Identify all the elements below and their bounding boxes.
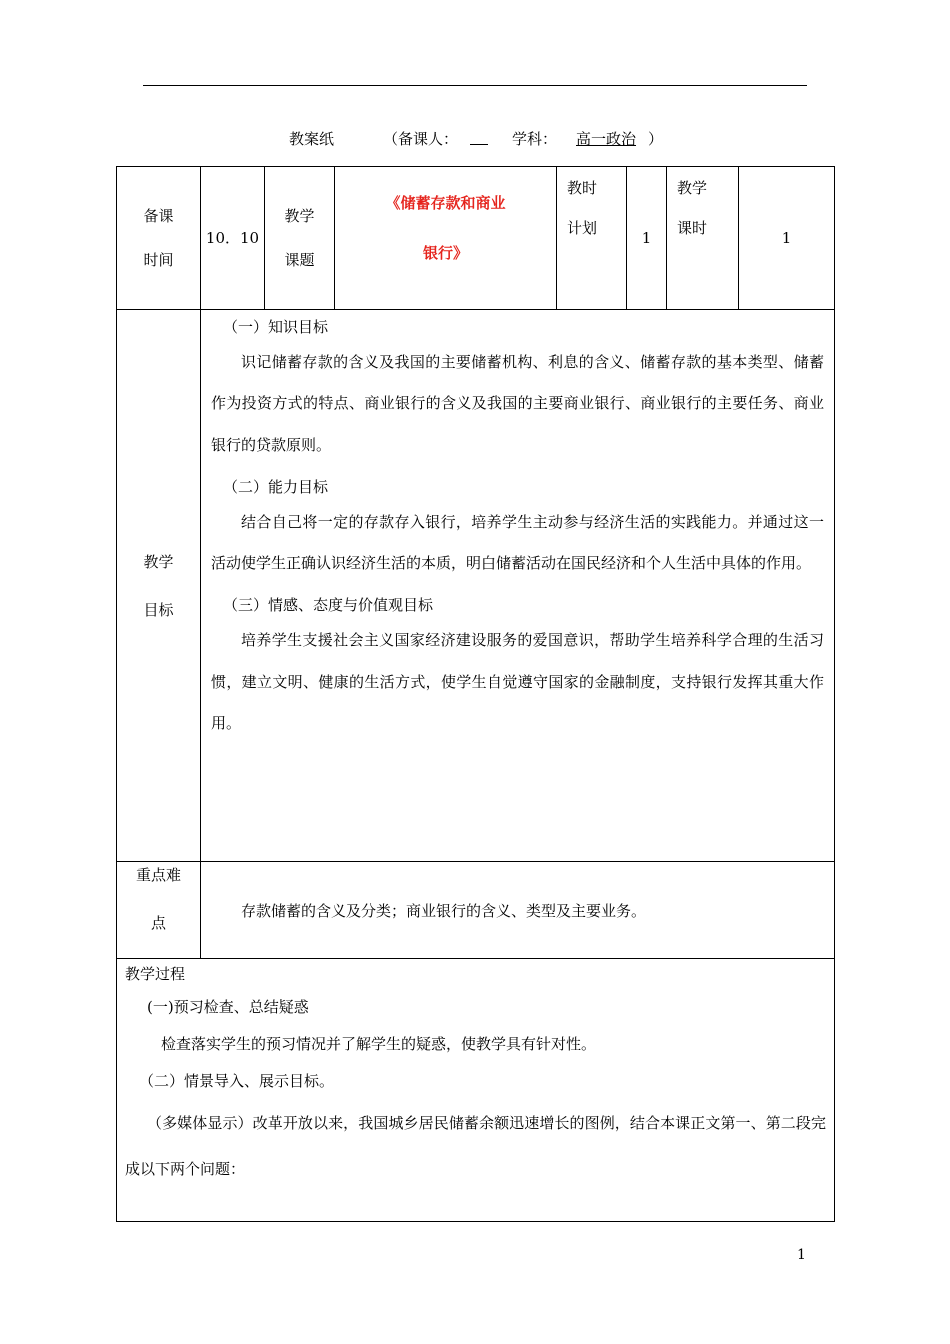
document-header [0, 128, 950, 148]
key-points-label-1: 重点难 [135, 866, 181, 884]
header-rule [143, 85, 807, 86]
process-content [117, 959, 835, 1222]
subject-label: 学科： [512, 130, 558, 148]
date-value: 10．10 [201, 167, 265, 310]
step2-text: （多媒体显示）改革开放以来，我国城乡居民储蓄余额迅速增长的图例，结合本课正文第一、第二段完成以下两个问题： [125, 1114, 826, 1178]
key-points-row [117, 862, 835, 959]
topic-label-2: 课题 [284, 251, 315, 269]
plan-label-1: 教时 [567, 179, 598, 197]
doc-type: 教案纸 [289, 130, 335, 148]
hours-label-2: 课时 [677, 219, 708, 237]
key-points-label-2: 点 [150, 914, 166, 932]
process-title: 教学过程 [125, 965, 186, 983]
objectives-row [117, 310, 835, 862]
lesson-plan-table [116, 166, 835, 1222]
knowledge-text: 识记储蓄存款的含义及我国的主要储蓄机构、利息的含义、储蓄存款的基本类型、储蓄作为投资方式的特点、商业银行的含义及我国的主要商业银行、商业银行的主要任务、商业银行的贷款原则。 [211, 353, 824, 454]
page-number: 1 [797, 1247, 806, 1263]
lesson-title-1: 《储蓄存款和商业 [385, 194, 506, 212]
knowledge-heading: （一）知识目标 [223, 318, 329, 336]
preparer-label: （备课人： [383, 130, 459, 148]
date-label-1: 备课 [143, 207, 174, 225]
key-points-text: 存款储蓄的含义及分类；商业银行的含义、类型及主要业务。 [201, 862, 835, 959]
lesson-title-cell [335, 167, 557, 310]
key-points-label-cell [117, 862, 201, 959]
step1-text: 检查落实学生的预习情况并了解学生的疑惑，使教学具有针对性。 [161, 1035, 597, 1053]
info-row [117, 167, 835, 310]
objectives-content [201, 310, 835, 862]
hours-label-1: 教学 [677, 179, 708, 197]
ability-text: 结合自己将一定的存款存入银行，培养学生主动参与经济生活的实践能力。并通过这一活动使学生正确认识经济生活的本质，明白储蓄活动在国民经济和个人生活中具体的作用。 [211, 512, 824, 573]
plan-label-cell [557, 167, 627, 310]
process-row [117, 959, 835, 1222]
subject-close: ） [648, 130, 664, 148]
topic-label-cell [265, 167, 335, 310]
hours-label-cell [667, 167, 739, 310]
lesson-title-2: 银行》 [422, 244, 468, 262]
date-label-cell [117, 167, 201, 310]
objectives-label-cell [117, 310, 201, 862]
plan-label-2: 计划 [567, 219, 598, 237]
topic-label-1: 教学 [284, 207, 315, 225]
ability-heading: （二）能力目标 [223, 477, 329, 496]
date-label-2: 时间 [143, 251, 174, 269]
step1-heading: (一)预习检查、总结疑惑 [147, 998, 309, 1016]
emotion-heading: （三）情感、态度与价值观目标 [223, 596, 434, 615]
objectives-label-1: 教学 [143, 552, 174, 571]
plan-value: 1 [627, 167, 667, 310]
hours-value: 1 [739, 167, 835, 310]
preparer-value [470, 128, 488, 145]
emotion-text: 培养学生支援社会主义国家经济建设服务的爱国意识，帮助学生培养科学合理的生活习惯，建立文明、健康的生活方式，使学生自觉遵守国家的金融制度，支持银行发挥其重大作用。 [211, 631, 824, 733]
step2-heading: （二）情景导入、展示目标。 [139, 1072, 335, 1090]
objectives-label-2: 目标 [143, 600, 174, 619]
subject-value: 高一政治 [576, 130, 637, 148]
